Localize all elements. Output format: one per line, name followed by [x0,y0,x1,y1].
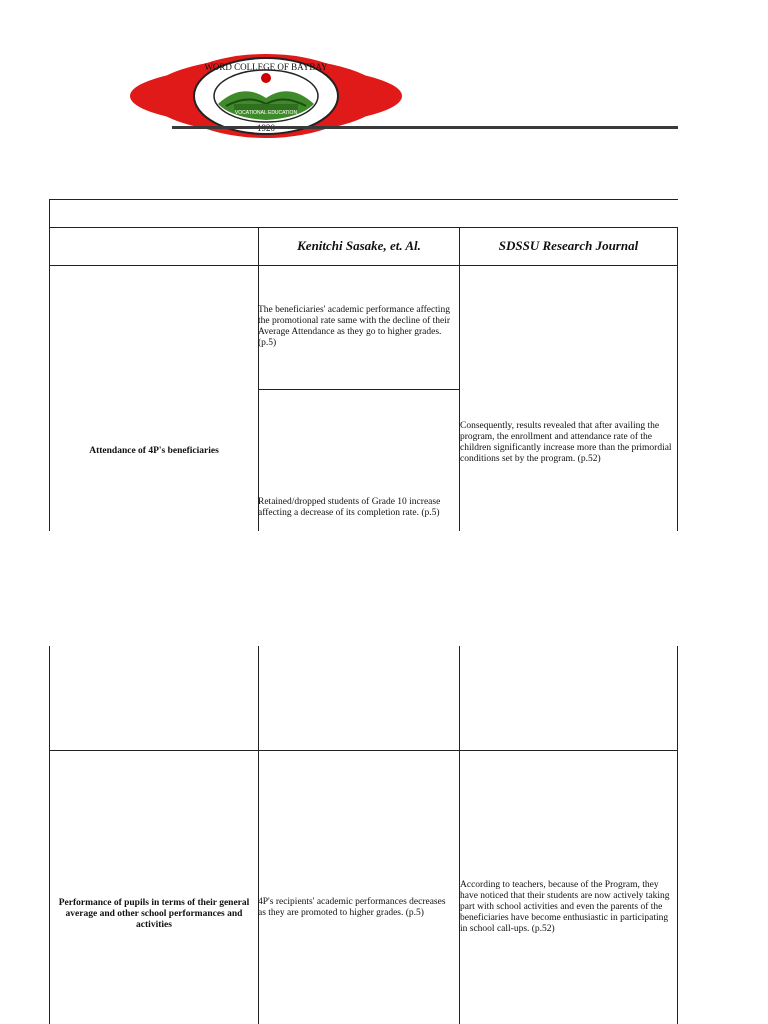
cell-sdssu-attendance: Consequently, results revealed that after availing the program, the enrollment and attendance rate of the children significantly increase more than the primordial conditions set by the program. (p.52) [460,421,672,464]
page-gap [0,531,768,646]
cell-sasake-attendance-b: Retained/dropped students of Grade 10 increase affecting a decrease of its completion rate. (p.5) [258,497,441,518]
row-label-attendance: Attendance of 4P's beneficiaries [89,446,219,456]
col-line-2 [459,227,460,531]
seal-banner-text: VOCATIONAL EDUCATION [234,110,298,116]
row-line-3 [49,750,678,751]
table-border-top [49,199,678,200]
row-label-performance: Performance of pupils in terms of their general average and other school performances and activities [58,898,250,930]
table-border-right-lower [677,646,678,1024]
header-rule [172,126,678,129]
column-header-sasake: Kenitchi Sasake, et. Al. [297,238,421,253]
row-line-2 [49,265,678,266]
table-border-left-lower [49,646,50,1024]
col-line-1-lower [258,646,259,1024]
cell-sasake-performance: 4P's recipients' academic performances decreases as they are promoted to higher grades. (p.5) [258,897,446,918]
cell-sdssu-performance: According to teachers, because of the Program, they have noticed that their students are now actively taking part with school activities and even the parents of the beneficiaries have become enthusiastic in participating in school call-ups. (p.52) [460,880,670,934]
col-line-2-lower [459,646,460,1024]
table-border-right [677,227,678,531]
column-header-sdssu: SDSSU Research Journal [498,238,639,253]
table-border-left [49,199,50,531]
seal-ring-text-top: WORD COLLEGE OF BAYBAY [204,62,328,72]
cell-sasake-attendance-a: The beneficiaries' academic performance affecting the promotional rate same with the decline of their Average Attendance as they go to higher grades. (p.5) [258,305,451,348]
inner-row-line [258,389,459,390]
row-line-1 [49,227,678,228]
col-line-1 [258,227,259,531]
